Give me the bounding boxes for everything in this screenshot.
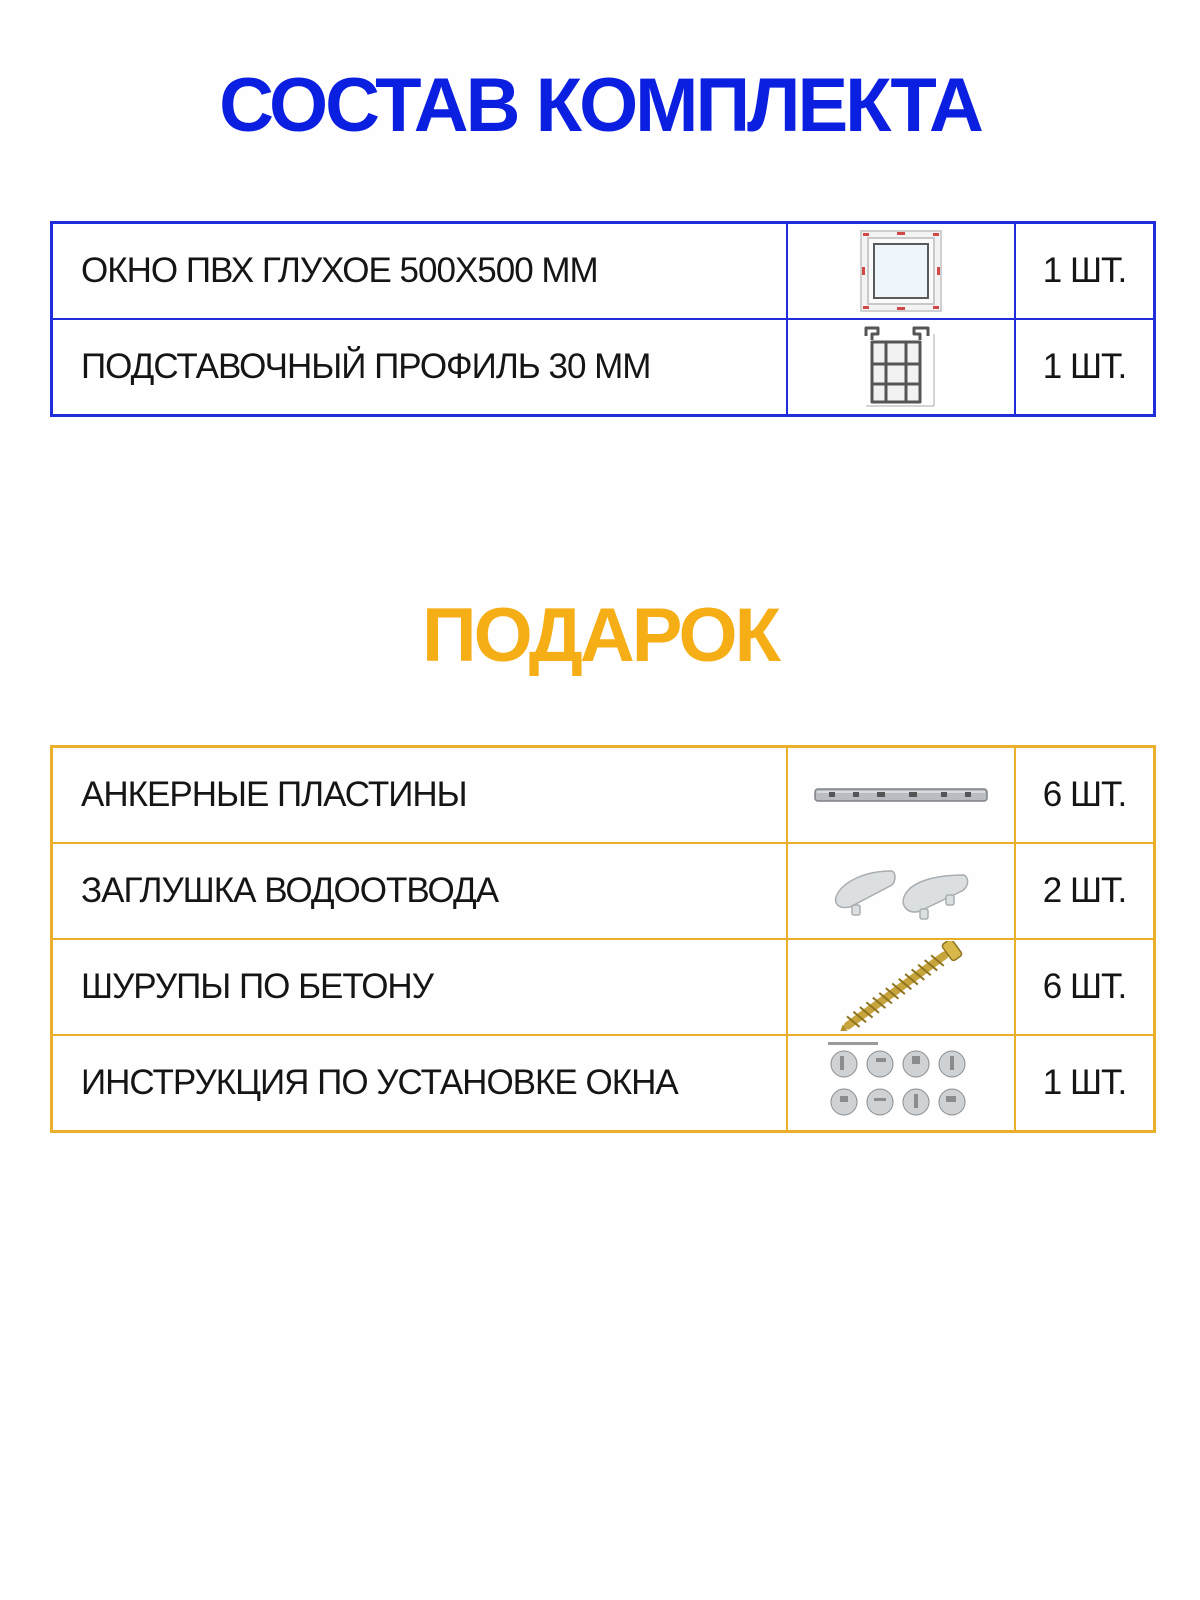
drain-cap-icon <box>826 851 976 931</box>
item-name: АНКЕРНЫЕ ПЛАСТИНЫ <box>52 747 788 844</box>
stand-profile-icon <box>856 324 946 410</box>
item-quantity: 6 ШТ. <box>1015 747 1155 844</box>
table-row <box>52 1035 1155 1132</box>
item-quantity: 2 ШТ. <box>1015 843 1155 939</box>
kit-contents-title: СОСТАВ КОМПЛЕКТА <box>219 63 981 148</box>
gift-table <box>50 745 1156 1133</box>
item-quantity: 6 ШТ. <box>1015 939 1155 1035</box>
item-quantity: 1 ШТ. <box>1015 319 1155 416</box>
item-name: ПОДСТАВОЧНЫЙ ПРОФИЛЬ 30 ММ <box>52 319 788 416</box>
item-name: ОКНО ПВХ ГЛУХОЕ 500Х500 ММ <box>52 223 788 320</box>
concrete-screw-icon <box>826 941 976 1033</box>
table-row <box>52 747 1155 844</box>
anchor-plate-icon <box>813 783 989 807</box>
item-name: ИНСТРУКЦИЯ ПО УСТАНОВКЕ ОКНА <box>52 1035 788 1132</box>
pvc-window-icon <box>859 229 943 313</box>
kit-contents-table <box>50 221 1156 417</box>
item-name: ШУРУПЫ ПО БЕТОНУ <box>52 939 788 1035</box>
table-row <box>52 843 1155 939</box>
table-row <box>52 939 1155 1035</box>
item-quantity: 1 ШТ. <box>1015 223 1155 320</box>
table-row <box>52 223 1155 320</box>
table-row <box>52 319 1155 416</box>
installation-guide-icon <box>826 1038 976 1128</box>
item-quantity: 1 ШТ. <box>1015 1035 1155 1132</box>
gift-title: ПОДАРОК <box>422 593 778 678</box>
item-name: ЗАГЛУШКА ВОДООТВОДА <box>52 843 788 939</box>
